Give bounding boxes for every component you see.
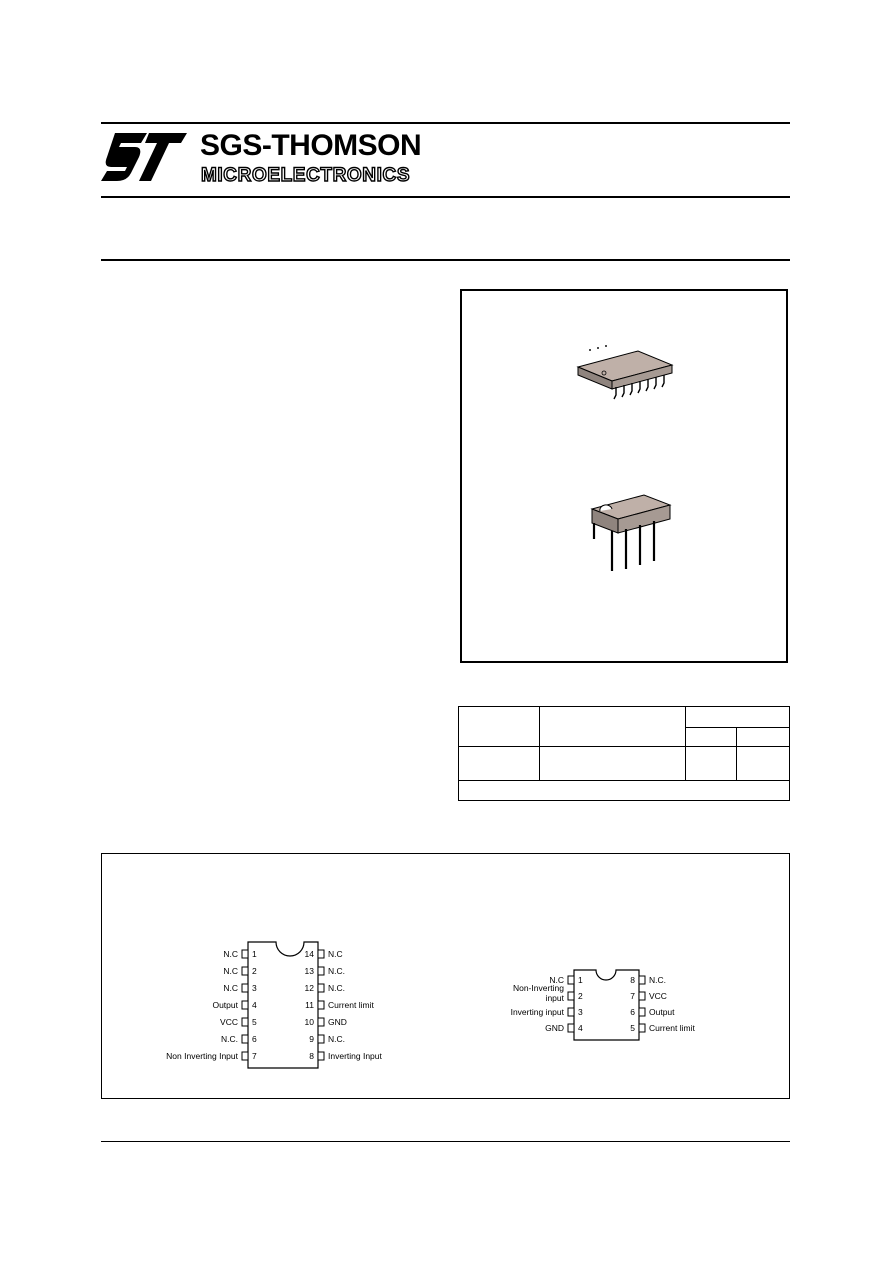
header-top-rule xyxy=(101,122,790,124)
pin-lead xyxy=(242,950,248,958)
pin-number: 4 xyxy=(252,1000,257,1010)
brand-subtitle: MICROELECTRONICS xyxy=(201,165,411,186)
pin-number: 6 xyxy=(252,1034,257,1044)
pin-label: N.C xyxy=(223,983,238,993)
pin-lead xyxy=(242,1001,248,1009)
pin-lead xyxy=(568,976,574,984)
pin-lead xyxy=(242,1035,248,1043)
pin-number: 4 xyxy=(578,1023,583,1033)
pin-label: N.C xyxy=(223,966,238,976)
table-cell xyxy=(686,707,790,728)
pin-label: Output xyxy=(212,1000,238,1010)
pin-lead xyxy=(318,984,324,992)
table-row xyxy=(459,781,790,801)
table-row xyxy=(459,747,790,781)
pin-label: Inverting Input xyxy=(328,1051,382,1061)
pin-label: Output xyxy=(649,1007,675,1017)
pin-label: N.C xyxy=(328,949,343,959)
pin-number: 14 xyxy=(304,949,314,959)
table-cell xyxy=(459,707,540,747)
table-row xyxy=(459,707,790,728)
footer-rule xyxy=(101,1141,790,1142)
brand-name: SGS-THOMSON xyxy=(200,129,422,162)
pin-lead xyxy=(639,976,645,984)
section-rule xyxy=(101,259,790,261)
pin-number: 2 xyxy=(252,966,257,976)
pin-lead xyxy=(639,1008,645,1016)
pin-number: 9 xyxy=(309,1034,314,1044)
dip8-package-image xyxy=(592,495,670,571)
st-logo-icon xyxy=(101,133,187,183)
table-cell xyxy=(540,747,686,781)
pin-label: N.C xyxy=(223,949,238,959)
pin-lead xyxy=(318,1035,324,1043)
pin-label: Current limit xyxy=(649,1023,695,1033)
pin-number: 8 xyxy=(630,975,635,985)
pin-number: 5 xyxy=(252,1017,257,1027)
table-cell xyxy=(459,781,790,801)
pin-label: GND xyxy=(328,1017,347,1027)
table-cell xyxy=(686,727,737,747)
pin-lead xyxy=(318,1001,324,1009)
pin-label: N.C xyxy=(549,975,564,985)
dip8-pinout xyxy=(511,970,696,1040)
table-cell xyxy=(540,707,686,747)
pin-lead xyxy=(639,1024,645,1032)
so14-package-image xyxy=(578,345,672,399)
table-cell xyxy=(686,747,737,781)
pin-number: 1 xyxy=(578,975,583,985)
pin-number: 2 xyxy=(578,991,583,1001)
pin-label: VCC xyxy=(649,991,667,1001)
pin-number: 12 xyxy=(304,983,314,993)
pin-number: 3 xyxy=(252,983,257,993)
pin-label: input xyxy=(545,993,564,1003)
pin-lead xyxy=(318,1018,324,1026)
table-cell xyxy=(737,727,790,747)
pin-number: 11 xyxy=(305,1000,314,1010)
pin-label: GND xyxy=(545,1023,564,1033)
order-codes-table xyxy=(458,706,790,801)
pin-lead xyxy=(568,1008,574,1016)
pin-lead xyxy=(568,992,574,1000)
pin-number: 7 xyxy=(252,1051,257,1061)
pin-label: Current limit xyxy=(328,1000,374,1010)
pin-connections-box xyxy=(101,853,790,1099)
pin-label: VCC xyxy=(220,1017,238,1027)
so14-pinout xyxy=(166,942,382,1068)
pin-number: 13 xyxy=(304,966,314,976)
pin-lead xyxy=(242,1018,248,1026)
pin-diagrams xyxy=(102,854,788,1097)
pin-number: 5 xyxy=(630,1023,635,1033)
table-cell xyxy=(737,747,790,781)
pin-lead xyxy=(639,992,645,1000)
pin-label: N.C. xyxy=(328,966,345,976)
pin-lead xyxy=(568,1024,574,1032)
package-illustrations xyxy=(462,291,786,661)
pin-label: Non Inverting Input xyxy=(166,1051,238,1061)
pin-number: 1 xyxy=(252,949,257,959)
pin-lead xyxy=(318,967,324,975)
pin-lead xyxy=(242,984,248,992)
pin-lead xyxy=(318,950,324,958)
header-bottom-rule xyxy=(101,196,790,198)
pin-number: 10 xyxy=(304,1017,314,1027)
pin-label: Non-Inverting xyxy=(512,983,564,993)
pin-label: N.C. xyxy=(649,975,666,985)
pin-lead xyxy=(242,967,248,975)
pin-label: N.C. xyxy=(328,1034,345,1044)
pin-number: 3 xyxy=(578,1007,583,1017)
pin-number: 8 xyxy=(309,1051,314,1061)
pin-lead xyxy=(318,1052,324,1060)
package-illustration-box xyxy=(460,289,788,663)
table-cell xyxy=(459,747,540,781)
pin-label: N.C. xyxy=(221,1034,238,1044)
pin-number: 7 xyxy=(630,991,635,1001)
pin-number: 6 xyxy=(630,1007,635,1017)
pin-label: Inverting input xyxy=(510,1007,564,1017)
pin-lead xyxy=(242,1052,248,1060)
pin-label: N.C. xyxy=(328,983,345,993)
